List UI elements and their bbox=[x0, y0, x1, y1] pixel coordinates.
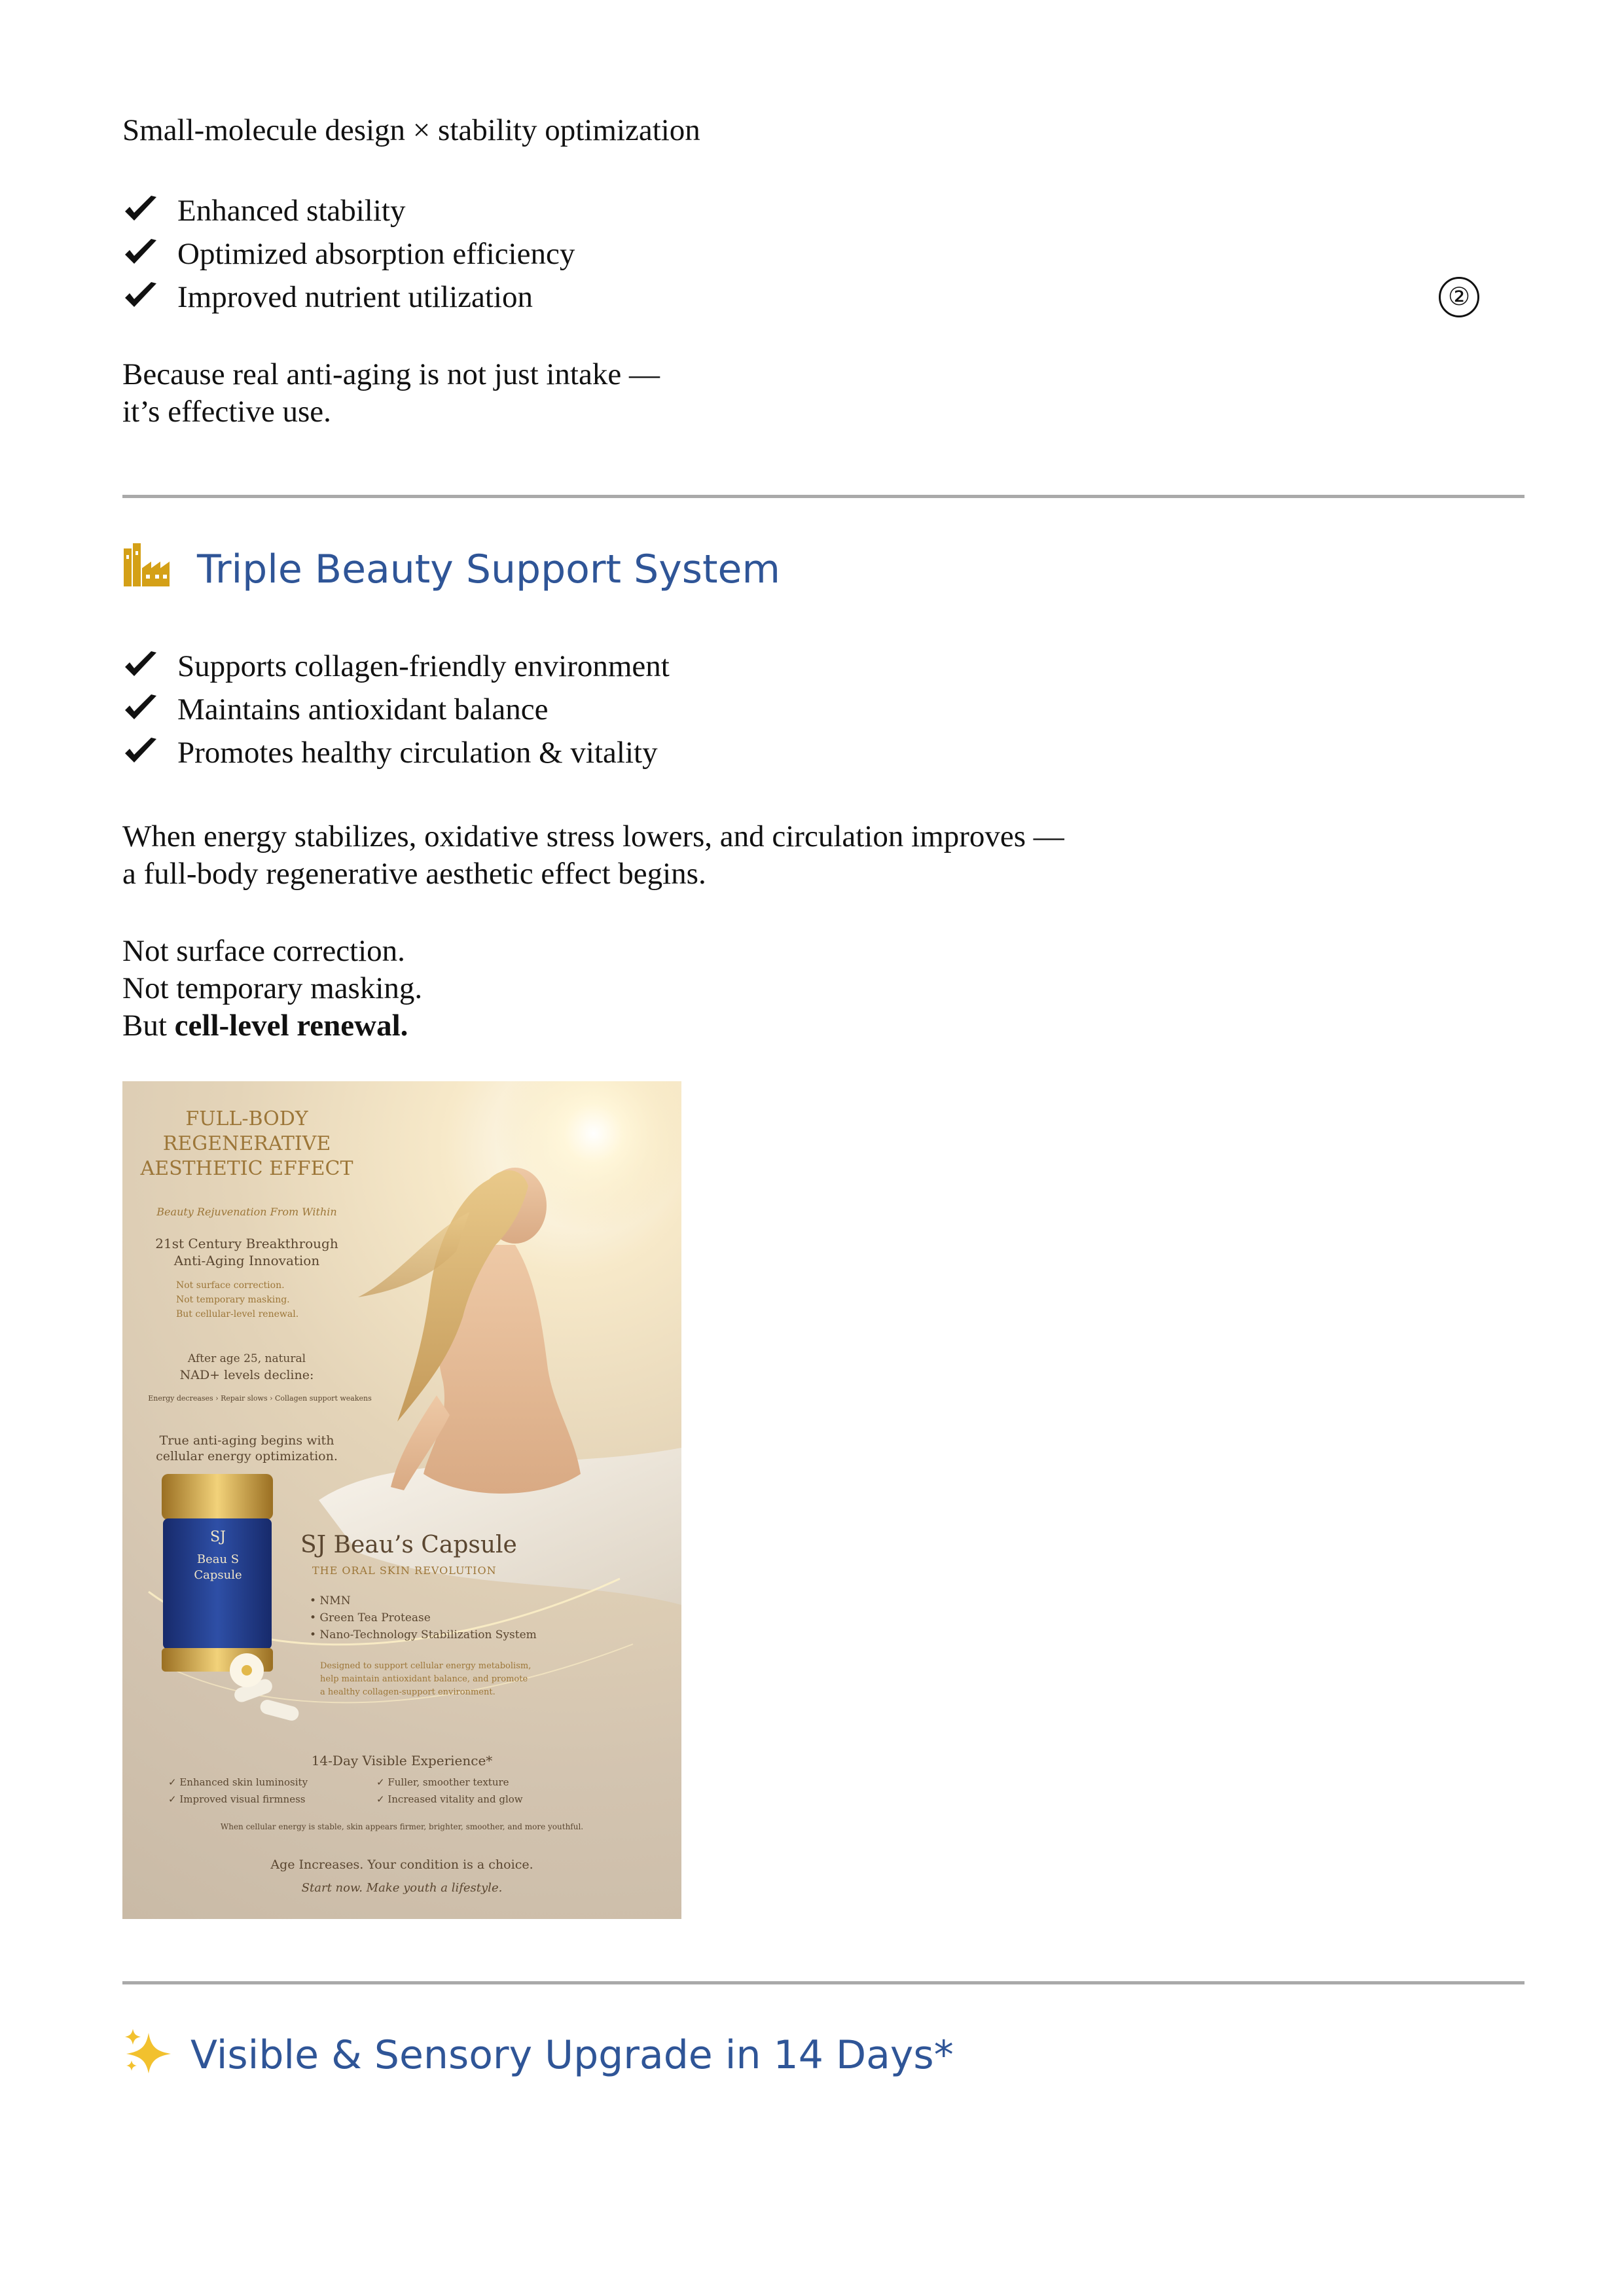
divider bbox=[122, 495, 1525, 498]
poster-true-2: cellular energy optimization. bbox=[156, 1449, 338, 1463]
poster-small-3: But cellular-level renewal. bbox=[176, 1309, 299, 1319]
but-bold: cell-level renewal. bbox=[174, 1009, 408, 1043]
paragraph-line-1: When energy stabilizes, oxidative stress lowers, and circulation improves — bbox=[122, 819, 1064, 853]
poster-desc-3: a healthy collagen-support environment. bbox=[320, 1687, 496, 1697]
poster-experience-item: ✓ Fuller, smoother texture bbox=[376, 1776, 509, 1788]
factory-icon bbox=[122, 542, 172, 589]
not-line-2: Not temporary masking. bbox=[122, 971, 423, 1005]
check-label: Improved nutrient utilization bbox=[177, 280, 533, 314]
bottle-name-2: Capsule bbox=[194, 1568, 242, 1582]
section-title: Triple Beauty Support System bbox=[197, 547, 780, 592]
but-prefix: But bbox=[122, 1009, 175, 1043]
poster-closing-1: Age Increases. Your condition is a choice. bbox=[270, 1857, 533, 1872]
product-poster bbox=[122, 1081, 681, 1919]
divider bbox=[122, 1981, 1525, 1984]
poster-title-1: FULL-BODY bbox=[185, 1107, 308, 1130]
poster-flow: Energy decreases › Repair slows › Collagen support weakens bbox=[148, 1394, 372, 1403]
check-item bbox=[122, 647, 670, 685]
poster-tagline: Beauty Rejuvenation From Within bbox=[156, 1206, 337, 1218]
poster-title-2: REGENERATIVE bbox=[162, 1132, 331, 1155]
poster-desc-1: Designed to support cellular energy metabolism, bbox=[320, 1661, 532, 1671]
checkmark-icon bbox=[122, 194, 159, 224]
section-title: Visible & Sensory Upgrade in 14 Days* bbox=[190, 2032, 954, 2078]
section-heading bbox=[122, 2028, 954, 2081]
closing-line-2: it’s effective use. bbox=[122, 395, 331, 429]
poster-ingredient: • Nano-Technology Stabilization System bbox=[310, 1628, 537, 1641]
poster-desc-2: help maintain antioxidant balance, and promote bbox=[320, 1674, 528, 1684]
poster-experience-item: ✓ Increased vitality and glow bbox=[376, 1793, 523, 1805]
poster-product-sub: THE ORAL SKIN REVOLUTION bbox=[312, 1564, 497, 1577]
poster-breakthrough-2: Anti-Aging Innovation bbox=[173, 1253, 320, 1268]
bottle-brand: SJ bbox=[210, 1529, 226, 1545]
poster-experience-note: When cellular energy is stable, skin appears firmer, brighter, smoother, and more youthful. bbox=[220, 1822, 584, 1831]
poster-age-1: After age 25, natural bbox=[187, 1352, 306, 1365]
poster-small-1: Not surface correction. bbox=[176, 1280, 285, 1291]
poster-product-name: SJ Beau’s Capsule bbox=[300, 1532, 517, 1558]
checkmark-icon bbox=[122, 238, 159, 268]
closing-line-1: Because real anti-aging is not just intake — bbox=[122, 357, 660, 391]
poster-ingredient: • NMN bbox=[310, 1594, 351, 1607]
poster-title-3: AESTHETIC EFFECT bbox=[140, 1157, 353, 1180]
check-label: Enhanced stability bbox=[177, 194, 406, 228]
poster-experience-item: ✓ Improved visual firmness bbox=[168, 1793, 306, 1805]
check-label: Maintains antioxidant balance bbox=[177, 692, 549, 726]
check-item bbox=[122, 278, 533, 316]
check-label: Promotes healthy circulation & vitality bbox=[177, 736, 658, 770]
poster-experience-title: 14-Day Visible Experience* bbox=[311, 1753, 493, 1768]
bottle-name-1: Beau S bbox=[196, 1552, 240, 1566]
section-heading bbox=[122, 542, 780, 596]
poster-ingredient: • Green Tea Protease bbox=[310, 1611, 431, 1624]
checkmark-icon bbox=[122, 736, 159, 766]
sparkles-icon bbox=[122, 2028, 175, 2075]
intro-line: Small-molecule design × stability optimization bbox=[122, 113, 700, 147]
check-label: Supports collagen-friendly environment bbox=[177, 649, 670, 683]
checkmark-icon bbox=[122, 281, 159, 311]
paragraph-line-2: a full-body regenerative aesthetic effect begins. bbox=[122, 857, 706, 891]
poster-true-1: True anti-aging begins with bbox=[159, 1433, 334, 1448]
poster-age-2: NAD+ levels decline: bbox=[179, 1368, 314, 1382]
check-item bbox=[122, 734, 658, 772]
check-item bbox=[122, 235, 575, 273]
checkmark-icon bbox=[122, 650, 159, 680]
poster-breakthrough-1: 21st Century Breakthrough bbox=[155, 1236, 338, 1251]
but-line bbox=[122, 1007, 408, 1045]
page-marker: ② bbox=[1439, 277, 1479, 317]
check-item bbox=[122, 691, 548, 728]
checkmark-icon bbox=[122, 693, 159, 723]
poster-small-2: Not temporary masking. bbox=[176, 1295, 290, 1305]
check-item bbox=[122, 192, 405, 230]
poster-experience-item: ✓ Enhanced skin luminosity bbox=[168, 1776, 308, 1788]
poster-closing-2: Start now. Make youth a lifestyle. bbox=[301, 1881, 503, 1895]
check-label: Optimized absorption efficiency bbox=[177, 237, 575, 271]
not-line-1: Not surface correction. bbox=[122, 934, 405, 968]
